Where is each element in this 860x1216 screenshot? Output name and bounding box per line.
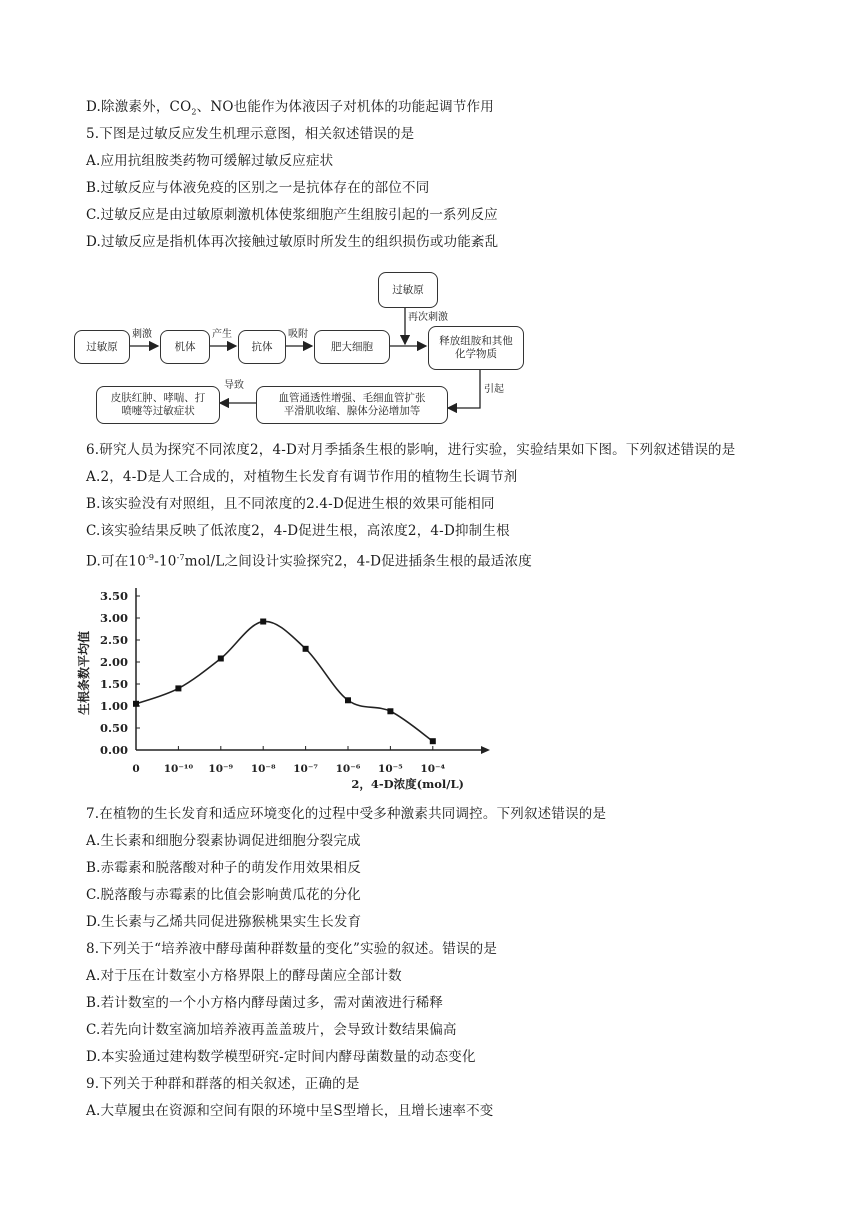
symptom-line-1: 皮肤红肿、哮喘、打 [110,392,206,404]
y-tick-label: 2.00 [99,655,128,669]
q9-option-a: A.大草履虫在资源和空间有限的环境中呈S型增长，且增长速率不变 [86,1103,494,1119]
lead-to-label: 导致 [224,380,244,391]
question-9: 9.下列关于种群和群落的相关叙述，正确的是 [86,1076,360,1092]
x-tick-label: 10⁻⁵ [378,763,403,775]
release-box [428,326,524,370]
data-point [260,619,266,625]
y-tick-label: 0.50 [99,721,128,735]
vascular-line-1: 血管通透性增强、毛细血管扩张 [278,392,426,404]
x-tick-label: 10⁻⁷ [293,763,318,775]
data-point [218,655,224,661]
superscript: -7 [176,553,185,562]
data-point [345,697,351,703]
q7-option-a: A.生长素和细胞分裂素协调促进细胞分裂完成 [86,833,361,849]
q7-option-d: D.生长素与乙烯共同促进猕猴桃果实生长发育 [86,914,362,930]
allergen-top-box: 过敏原 [378,272,438,308]
q5-option-d: D.过敏反应是指机体再次接触过敏原时所发生的组织损伤或功能紊乱 [86,234,499,250]
text: mol/L之间设计实验探究2，4-D促进插条生根的最适浓度 [184,553,532,570]
superscript: -9 [146,553,155,562]
x-tick-label: 10⁻⁶ [335,763,361,775]
mast-cell-box: 肥大细胞 [314,330,390,364]
q8-option-b: B.若计数室的一个小方格内酵母菌过多，需对菌液进行稀释 [86,995,444,1011]
symptom-line-2: 喷嚏等过敏症状 [121,405,195,417]
y-tick-label: 1.00 [99,699,128,713]
question-8: 8.下列关于“培养液中酵母菌种群数量的变化”实验的叙述。错误的是 [86,941,498,957]
q8-option-d: D.本实验通过建构数学模型研究-定时间内酵母菌数量的动态变化 [86,1049,476,1065]
x-axis-arrow [481,746,490,754]
stimulate-label: 刺激 [132,329,152,340]
x-tick-label: 10⁻⁸ [250,763,276,775]
q6-option-a: A.2，4-D是人工合成的，对植物生长发育有调节作用的植物生长调节剂 [86,469,518,485]
symptom-box [96,386,220,424]
x-tick-label: 10⁻⁹ [208,763,234,775]
y-tick-label: 2.50 [99,633,128,647]
data-point [133,701,139,707]
question-5: 5.下图是过敏反应发生机理示意图，相关叙述错误的是 [86,126,415,142]
text: D.可在10 [86,553,147,570]
x-axis-label: 2，4-D浓度(mol/L) [351,777,464,791]
data-point [387,708,393,714]
q8-option-a: A.对于压在计数室小方格界限上的酵母菌应全部计数 [86,968,402,984]
vascular-line-2: 平滑肌收缩、腺体分泌增加等 [283,405,421,417]
q5-option-a: A.应用抗组胺类药物可缓解过敏反应症状 [86,153,334,169]
q4-option-d [86,97,494,123]
q5-option-c: C.过敏反应是由过敏原刺激机体使浆细胞产生组胺引起的一系列反应 [86,207,498,223]
cause-label: 引起 [484,384,504,395]
allergy-flowchart [70,268,540,428]
q6-option-d [86,548,532,572]
x-tick-label: 10⁻⁴ [420,763,446,775]
series-line [136,621,433,741]
adsorb-label: 吸附 [288,329,308,340]
y-tick-label: 0.00 [99,743,128,757]
release-line-1: 释放组胺和其他 [439,335,513,347]
y-tick-label: 3.00 [99,611,128,625]
question-7: 7.在植物的生长发育和适应环境变化的过程中受多种激素共同调控。下列叙述错误的是 [86,806,607,822]
y-tick-label: 1.50 [99,677,128,691]
chart-svg [60,580,500,800]
q8-option-c: C.若先向计数室滴加培养液再盖盖玻片，会导致计数结果偏高 [86,1022,457,1038]
data-point [430,738,436,744]
text: -10 [154,553,177,570]
data-point [303,646,309,652]
rooting-chart [60,580,500,800]
q7-option-b: B.赤霉素和脱落酸对种子的萌发作用效果相反 [86,860,361,876]
re-stimulate-label: 再次刺激 [408,312,448,323]
x-tick-label: 10⁻¹⁰ [163,763,194,775]
subscript: 2 [191,107,197,117]
text: 、NO也能作为体液因子对机体的功能起调节作用 [196,99,494,115]
data-point [175,685,181,691]
q5-option-b: B.过敏反应与体液免疫的区别之一是抗体存在的部位不同 [86,180,430,196]
q7-option-c: C.脱落酸与赤霉素的比值会影响黄瓜花的分化 [86,887,361,903]
text: D.除激素外，CO [86,99,192,115]
antibody-box: 抗体 [238,330,286,364]
q6-option-c: C.该实验结果反映了低浓度2，4-D促进生根，高浓度2，4-D抑制生根 [86,523,510,539]
body-box: 机体 [160,330,210,364]
produce-label: 产生 [212,329,232,340]
question-6: 6.研究人员为探究不同浓度2，4-D对月季插条生根的影响，进行实验，实验结果如下图。下列叙述错误的是 [86,442,736,458]
allergen-box: 过敏原 [74,330,130,364]
q6-option-b: B.该实验没有对照组，且不同浓度的2.4-D促进生根的效果可能相同 [86,496,495,512]
vascular-box [256,386,448,424]
release-line-2: 化学物质 [455,348,497,360]
y-axis-label: 生根条数平均值 [77,630,91,716]
x-tick-label: 0 [132,763,140,775]
y-tick-label: 3.50 [99,589,128,603]
